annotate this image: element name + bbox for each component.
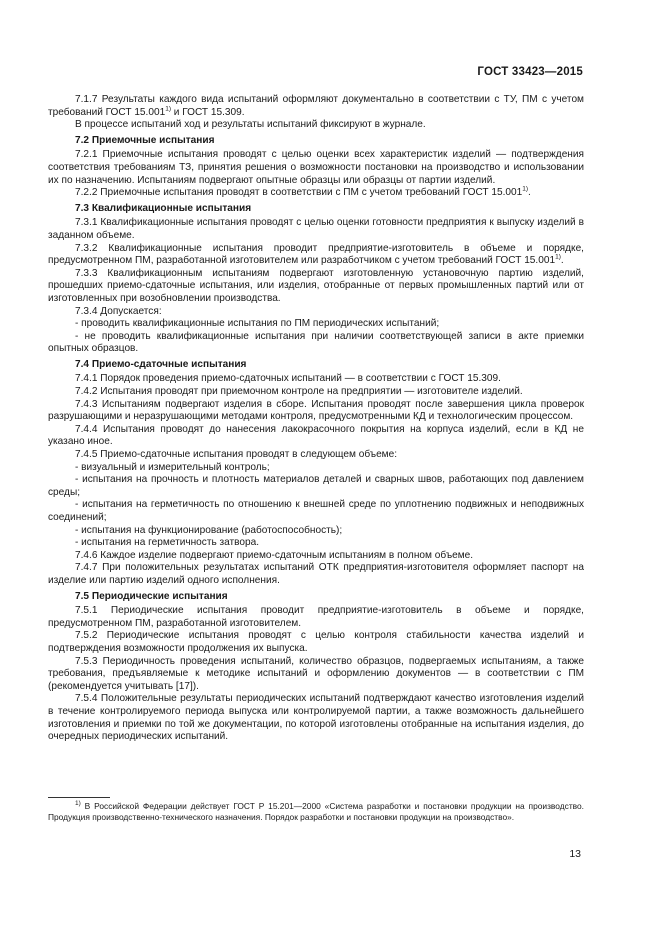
paragraph: [48, 119, 584, 132]
paragraph-text: 7.5.4 Положительные результаты периодических испытаний подтверждают качество изготовления изделий в течение контролируемого периода выпуска или контролируемой партии, а также возможность дальнейшего изготовления и приемки по той же документации, по которой изготовлены отобранные на испытания изделия, до очередных периодических испытаний.: [48, 693, 584, 743]
paragraph-text: 7.4.1 Порядок проведения приемо-сдаточных испытаний — в соответствии с ГОСТ 15.309.: [75, 373, 501, 385]
paragraph-text: - визуальный и измерительный контроль;: [75, 461, 270, 473]
paragraph-text: 7.4.4 Испытания проводят до нанесения лакокрасочного покрытия на корпуса изделий, если в КД не указано иное.: [48, 423, 584, 448]
paragraph-text: 7.5 Периодические испытания: [75, 590, 228, 602]
paragraph-text: 7.1.7 Результаты каждого вида испытаний оформляют документально в соответствии с ТУ, ПМ с учетом требований ГОСТ 15.001: [48, 94, 584, 118]
paragraph: [48, 550, 584, 563]
footnote-mark: 1): [75, 800, 81, 808]
paragraph: [48, 318, 584, 331]
paragraph: [48, 306, 584, 319]
paragraph-text: 7.5.3 Периодичность проведения испытаний, количество образцов, подвергаемых испытаниям, а также требования, предъявляемые к методике испытаний и оформлению документов — в соответствии с ПМ (рекомендуется учитывать [17]).: [48, 655, 584, 692]
paragraph-text: - испытания на герметичность по отношению к внешней среде по уплотнению подвижных и неподвижных соединений;: [48, 499, 584, 523]
paragraph-text: - проводить квалификационные испытания по ПМ периодических испытаний;: [75, 318, 440, 330]
paragraph-text: 7.4 Приемо-сдаточные испытания: [75, 358, 247, 370]
paragraph: [48, 424, 584, 449]
paragraph-text: 7.2.1 Приемочные испытания проводят с целью оценки всех характеристик изделий — подтверждения соответствия требованиям ТЗ, принятия решения о возможности постановки на производство и использовании их по назначению. Испытаниям подвергают опытные образцы или образцы от партии изделий.: [48, 149, 584, 186]
section-heading: [48, 135, 584, 148]
page-number: 13: [569, 848, 581, 860]
document-header: ГОСТ 33423—2015: [477, 66, 583, 78]
footnote-divider: [48, 797, 110, 798]
paragraph-text: 7.2 Приемочные испытания: [75, 134, 215, 146]
paragraph-text: - испытания на герметичность затвора.: [75, 537, 260, 549]
paragraph: [48, 449, 584, 462]
paragraph-text-tail: .: [560, 255, 564, 267]
footnote-reference: 1): [165, 105, 171, 113]
document-body: [48, 94, 584, 744]
paragraph: [48, 243, 584, 268]
paragraph: [48, 149, 584, 187]
paragraph: [48, 94, 584, 119]
paragraph-text: 7.3.1 Квалификационные испытания проводят с целью оценки готовности предприятия к выпуску изделий в заданном объеме.: [48, 217, 584, 241]
paragraph-text: 7.3 Квалификационные испытания: [75, 202, 252, 214]
paragraph-text: - испытания на функционирование (работоспособность);: [75, 524, 343, 536]
paragraph: [48, 217, 584, 242]
paragraph-text: 7.4.5 Приемо-сдаточные испытания проводят в следующем объеме:: [75, 449, 398, 461]
paragraph-text: 7.4.2 Испытания проводят при приемочном контроле на предприятии — изготовителе изделий.: [75, 386, 523, 398]
paragraph-text: 7.5.1 Периодические испытания проводит предприятие-изготовитель в объеме и порядке, предусмотренном ПМ, разработанной изготовителем.: [48, 605, 584, 629]
paragraph: [48, 537, 584, 550]
paragraph-text: 7.3.4 Допускается:: [75, 305, 162, 317]
section-heading: [48, 359, 584, 372]
paragraph: [48, 386, 584, 399]
footnote-text: В Российской Федерации действует ГОСТ Р 15.201—2000 «Система разработки и постановки продукции на производство. Продукция производственно-технического назначения. Порядок разработки и постановки продукции на производство».: [48, 801, 584, 823]
footnote-reference: 1): [555, 253, 561, 261]
paragraph-text: 7.4.3 Испытаниям подвергают изделия в сборе. Испытания проводят после завершения цикла проверок разрушающими и неразрушающими методами контроля, предусмотренными КД и технологическим процессом.: [48, 398, 584, 423]
paragraph-text: 7.5.2 Периодические испытания проводят с целью контроля стабильности качества изделий и подтверждения возможности продолжения их выпуска.: [48, 630, 584, 654]
paragraph-text: В процессе испытаний ход и результаты испытаний фиксируют в журнале.: [75, 119, 426, 131]
paragraph: [48, 399, 584, 424]
paragraph: [48, 268, 584, 306]
paragraph: [48, 474, 584, 499]
paragraph-text: 7.4.7 При положительных результатах испытаний ОТК предприятия-изготовителя оформляет паспорт на изделие или партию изделий одного исполнения.: [48, 562, 584, 586]
paragraph-text: 7.2.2 Приемочные испытания проводят в соответствии с ПМ с учетом требований ГОСТ 15.001: [75, 187, 523, 199]
paragraph: [48, 462, 584, 475]
paragraph: [48, 630, 584, 655]
paragraph-text: - испытания на прочность и плотность материалов деталей и сварных швов, работающих под давлением среды;: [48, 474, 584, 498]
paragraph-text-tail: .: [528, 187, 531, 199]
paragraph: [48, 331, 584, 356]
paragraph: [48, 656, 584, 694]
section-heading: [48, 591, 584, 604]
paragraph: [48, 525, 584, 538]
paragraph: [48, 373, 584, 386]
paragraph-text: 7.3.2 Квалификационные испытания проводит предприятие-изготовитель в объеме и порядке, предусмотренном ПМ, разработанной изготовителем или разработчиком с учетом требований ГОСТ 15.001: [48, 242, 584, 267]
paragraph: [48, 562, 584, 587]
paragraph: [48, 693, 584, 743]
paragraph-text: - не проводить квалификационные испытания при наличии соответствующей записи в акте приемки опытных образцов.: [48, 330, 584, 355]
section-heading: [48, 203, 584, 216]
footnote-reference: 1): [522, 185, 529, 193]
paragraph: [48, 605, 584, 630]
paragraph-text: 7.4.6 Каждое изделие подвергают приемо-сдаточным испытаниям в полном объеме.: [75, 549, 474, 561]
paragraph-text-tail: и ГОСТ 15.309.: [170, 106, 245, 118]
paragraph: [48, 187, 584, 200]
footnote: [48, 801, 584, 823]
paragraph: [48, 499, 584, 524]
paragraph-text: 7.3.3 Квалификационным испытаниям подвергают изготовленную установочную партию изделий, прошедших приемо-сдаточные испытания, или изделия, отобранные от первых промышленных партий или от изготовленных при возобновлении производства.: [48, 267, 584, 304]
